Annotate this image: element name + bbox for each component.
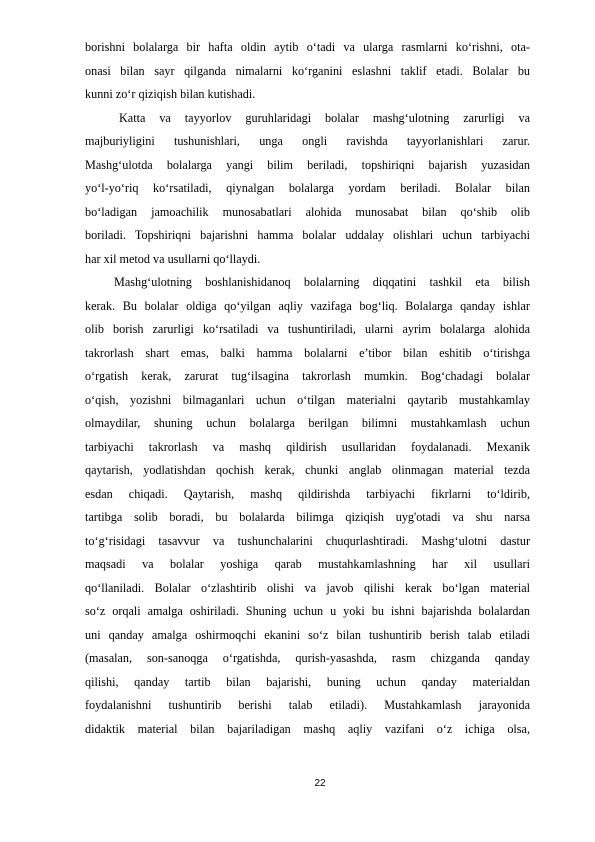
text-line: bo‘ladigan jamoachilik munosabatlari alohida munosabat bilan qo‘shib olib	[85, 204, 530, 219]
text-line: tarbiyachi takrorlash va mashq qildirish usullaridan foydalanadi. Mexanik	[85, 439, 530, 454]
text-line: boriladi. Topshiriqni bajarishni hamma bolalar uddalay olishlari uchun tarbiyachi	[85, 228, 530, 242]
text-line: o‘qish, yozishni bilmaganlari uchun o‘tilgan materialni qaytarib mustahkamlay	[85, 392, 530, 407]
text-line: maqsadi va bolalar yoshiga qarab mustahkamlashning har xil usullari	[85, 557, 530, 571]
text-line: har xil metod va usullarni qo‘llaydi.	[85, 251, 261, 266]
text-line: qaytarish, yodlatishdan qochish kerak, chunki anglab olinmagan material tezda	[85, 463, 530, 477]
text-line: Katta va tayyorlov guruhlaridagi bolalar mashg‘ulotning zarurligi va	[119, 110, 530, 125]
text-line: qo‘llaniladi. Bolalar o‘zlashtirib olishi va javob qilishi kerak bo‘lgan material	[85, 580, 530, 595]
text-line: olmaydilar, shuning uchun bolalarga berilgan bilimni mustahkamlash uchun	[85, 416, 530, 430]
text-line: so‘z orqali amalga oshiriladi. Shuning uchun u yoki bu ishni bajarishda bolalardan	[85, 604, 530, 618]
text-line: kerak. Bu bolalar oldiga qo‘yilgan aqliy vazifaga bog‘liq. Bolalarga qanday ishlar	[85, 298, 530, 313]
text-line: foydalanishni tushuntirib berishi talab etiladi). Mustahkamlash jarayonida	[85, 698, 530, 712]
text-line: (masalan, son-sanoqga o‘rgatishda, qurish-yasashda, rasm chizganda qanday	[85, 651, 530, 665]
text-line: borishni bolalarga bir hafta oldin aytib o‘tadi va ularga rasmlarni ko‘rishni, ota-	[85, 40, 530, 54]
text-line: yo‘l-yo‘riq ko‘rsatiladi, qiynalgan bolalarga yordam beriladi. Bolalar bilan	[85, 181, 530, 195]
text-line: Mashg‘ulotning boshlanishidanoq bolalarning diqqatini tashkil eta bilish	[114, 275, 530, 289]
text-line: majburiyligini tushunishlari, unga ongli ravishda tayyorlanishlari zarur.	[85, 134, 530, 148]
text-line: olib borish zarurligi ko‘rsatiladi va tushuntiriladi, ularni ayrim bolalarga alohida	[85, 322, 530, 336]
text-line: kunni zo‘r qiziqish bilan kutishadi.	[85, 87, 256, 101]
text-line: didaktik material bilan bajariladigan mashq aqliy vazifani o‘z ichiga olsa,	[85, 721, 530, 736]
text-line: tartibga solib boradi, bu bolalarda bilimga qiziqish uyg'otadi va shu narsa	[85, 510, 530, 524]
text-line: onasi bilan sayr qilganda nimalarni ko‘rganini eslashni taklif etadi. Bolalar bu	[85, 63, 530, 78]
text-line: to‘g‘risidagi tasavvur va tushunchalarini chuqurlashtiradi. Mashg‘ulotni dastur	[85, 533, 530, 548]
text-line: takrorlash shart emas, balki hamma bolalarni e’tibor bilan eshitib o‘tirishga	[85, 345, 530, 360]
text-line: Mashg‘ulotda bolalarga yangi bilim beriladi, topshiriqni bajarish yuzasidan	[85, 157, 530, 172]
text-line: esdan chiqadi. Qaytarish, mashq qildirishda tarbiyachi fikrlarni to‘ldirib,	[85, 486, 530, 501]
text-line: uni qanday amalga oshirmoqchi ekanini so‘z bilan tushuntirib berish talab etiladi	[85, 627, 530, 642]
text-line: o‘rgatish kerak, zarurat tug‘ilsagina takrorlash mumkin. Bog‘chadagi bolalar	[85, 369, 530, 383]
text-line: qilishi, qanday tartib bilan bajarishi, buning uchun qanday materialdan	[85, 674, 530, 689]
page-number: 22	[314, 778, 326, 789]
body-text	[85, 36, 530, 741]
